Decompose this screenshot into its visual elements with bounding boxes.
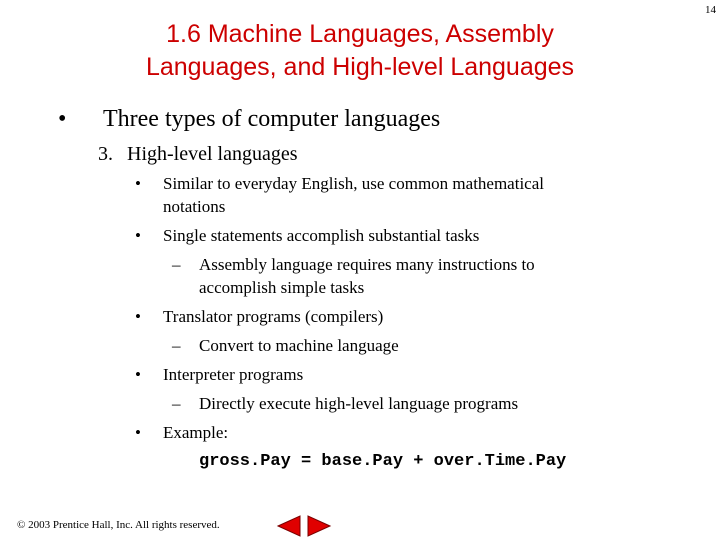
- sub-bullet-text: Similar to everyday English, use common mathematical: [163, 174, 544, 193]
- dash-text: Convert to machine language: [199, 336, 399, 355]
- previous-slide-button[interactable]: [276, 515, 302, 537]
- copyright-symbol: ©: [17, 519, 26, 531]
- slide-title-line-1: 1.6 Machine Languages, Assembly: [166, 20, 554, 48]
- sub-bullet-text-continued: notations: [163, 197, 226, 216]
- next-slide-button[interactable]: [306, 515, 332, 537]
- sub-bullet-marker: •: [135, 423, 141, 442]
- main-bullet-marker: •: [58, 106, 67, 132]
- slide-title: [60, 18, 660, 84]
- sub-bullet-text: Interpreter programs: [163, 365, 304, 384]
- previous-slide-icon: [276, 515, 302, 537]
- copyright-footer: [17, 518, 220, 532]
- slide-title-line-2: Languages, and High-level Languages: [145, 53, 575, 81]
- dash-marker: –: [172, 336, 181, 355]
- dash-marker: –: [172, 394, 181, 413]
- sub-bullet-text: Example:: [163, 423, 229, 442]
- sub-bullet-marker: •: [135, 174, 141, 193]
- next-slide-icon: [306, 515, 332, 537]
- sub-bullet-text: Single statements accomplish substantial tasks: [163, 226, 480, 245]
- sub-bullet-marker: •: [135, 365, 141, 384]
- code-example: gross.Pay = base.Pay + over.Time.Pay: [199, 452, 567, 471]
- main-bullet-text: Three types of computer languages: [103, 106, 441, 132]
- dash-text-continued: accomplish simple tasks: [199, 278, 365, 297]
- dash-marker: –: [172, 255, 181, 274]
- sub-bullet-marker: •: [135, 307, 141, 326]
- dash-text: Directly execute high-level language programs: [199, 394, 519, 413]
- sub-bullet-text: Translator programs (compilers): [163, 307, 384, 326]
- page-number: 14: [705, 4, 716, 16]
- numbered-item-text: High-level languages: [127, 143, 298, 165]
- copyright-text: 2003 Prentice Hall, Inc. All rights reserved.: [28, 519, 220, 531]
- dash-text: Assembly language requires many instructions to: [199, 255, 535, 274]
- sub-bullet-marker: •: [135, 226, 141, 245]
- numbered-item-marker: 3.: [98, 143, 113, 165]
